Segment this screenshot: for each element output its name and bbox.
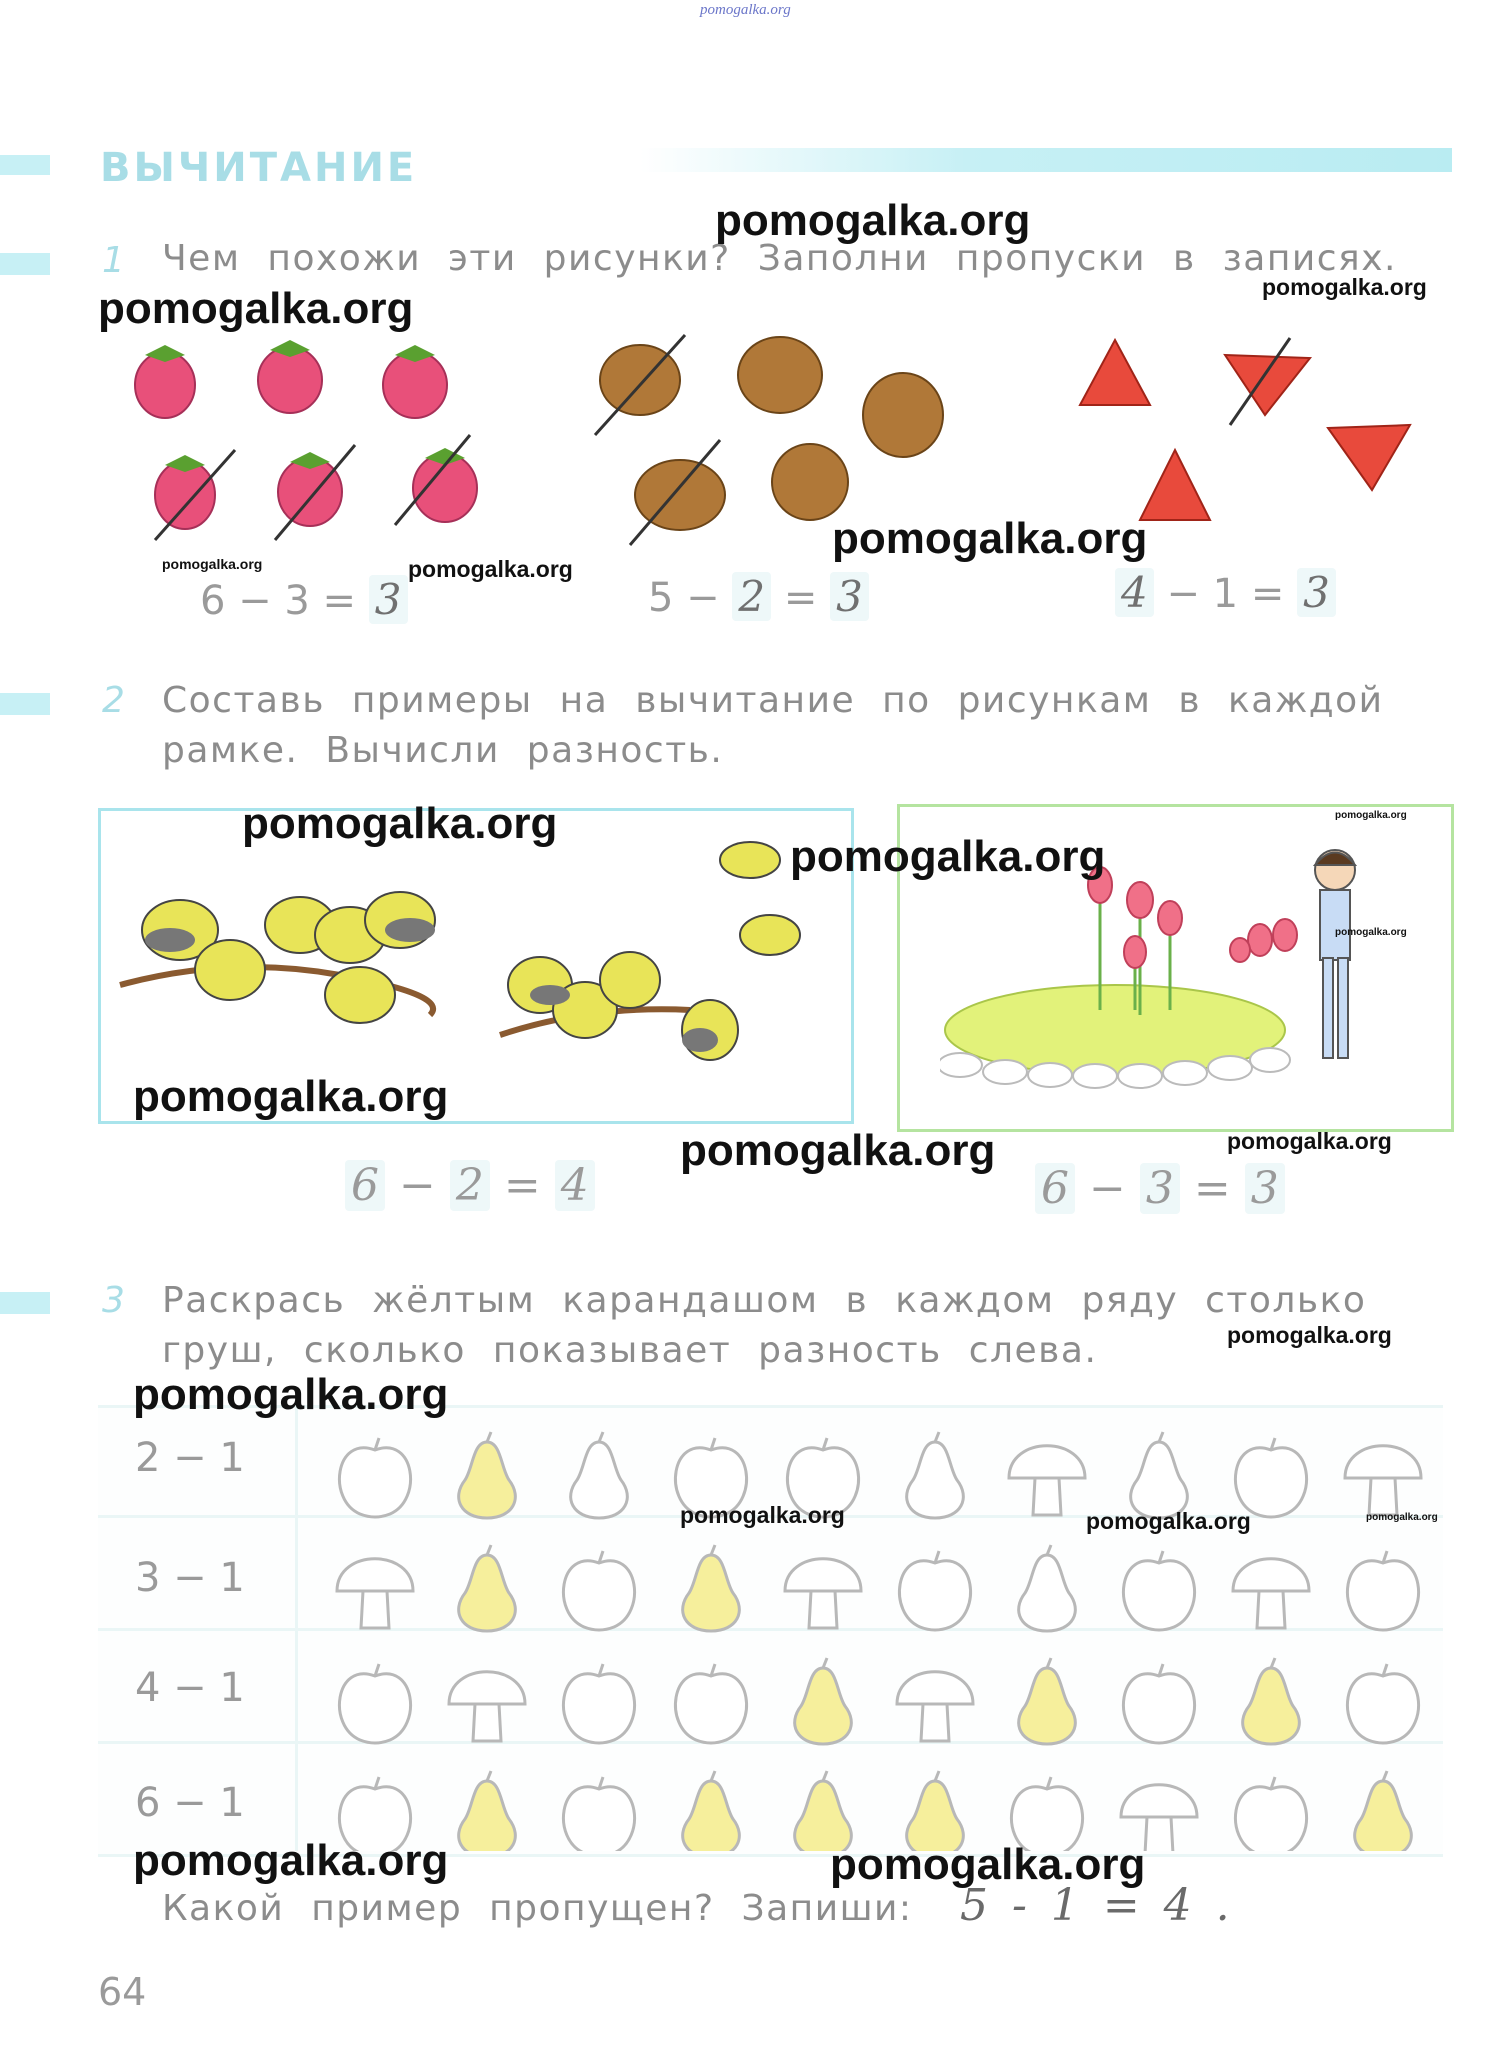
fruit-grid-svg <box>320 1405 1430 1851</box>
left-bar-task3 <box>0 1292 50 1314</box>
watermark: pomogalka.org <box>1335 810 1407 821</box>
pear-icon[interactable] <box>907 1771 964 1851</box>
apple-icon[interactable] <box>1235 1438 1306 1517</box>
apple-icon[interactable] <box>1123 1551 1194 1630</box>
left-bar-task2 <box>0 693 50 715</box>
apple-icon[interactable] <box>1347 1664 1418 1743</box>
left-bar-task1 <box>0 253 50 275</box>
task2-equation-2 <box>1035 1163 1285 1214</box>
task2-equation-1 <box>345 1160 595 1211</box>
row-label-1: 2 − 1 <box>135 1435 245 1481</box>
mushroom-icon[interactable] <box>1233 1559 1309 1628</box>
eq3-box-a[interactable]: 4 <box>1115 568 1154 617</box>
eq-op: − <box>399 1160 436 1211</box>
eq2-mid: = <box>783 575 818 621</box>
task2-text-line2: рамке. Вычисли разность. <box>162 730 724 771</box>
pear-icon[interactable] <box>907 1432 964 1518</box>
row-label-3: 4 − 1 <box>135 1665 245 1711</box>
row-label-4: 6 − 1 <box>135 1780 245 1826</box>
pear-icon[interactable] <box>459 1545 516 1631</box>
pear-icon[interactable] <box>1243 1658 1300 1744</box>
apple-icon[interactable] <box>1347 1551 1418 1630</box>
apple-icon[interactable] <box>339 1438 410 1517</box>
watermark: pomogalka.org <box>408 556 573 582</box>
mushroom-icon[interactable] <box>785 1559 861 1628</box>
watermark: pomogalka.org <box>1366 1512 1438 1523</box>
watermark: pomogalka.org <box>830 1840 1146 1889</box>
pear-icon[interactable] <box>459 1432 516 1518</box>
eq1-answer-box[interactable]: 3 <box>369 575 408 624</box>
pear-icon[interactable] <box>683 1545 740 1631</box>
eq-equals: = <box>503 1160 541 1211</box>
watermark: pomogalka.org <box>242 799 558 848</box>
eq2-left: 5 − <box>648 575 720 621</box>
watermark: pomogalka.org <box>1227 1128 1392 1154</box>
apple-icon[interactable] <box>563 1777 634 1851</box>
triangles-picture <box>1070 330 1420 530</box>
apple-icon[interactable] <box>1123 1664 1194 1743</box>
task2-text-line1: Составь примеры на вычитание по рисункам в каждой <box>162 680 1384 721</box>
apple-icon[interactable] <box>1235 1777 1306 1851</box>
task3-question: Какой пример пропущен? Запиши: <box>162 1888 913 1929</box>
eq-box-a[interactable]: 6 <box>345 1160 385 1211</box>
raspberries-picture <box>115 330 505 545</box>
left-bar-title <box>0 155 50 175</box>
watermark: pomogalka.org <box>133 1072 449 1121</box>
task3-text-line1: Раскрась жёлтым карандашом в каждом ряду столько <box>162 1280 1367 1321</box>
pear-icon[interactable] <box>795 1658 852 1744</box>
watermark: pomogalka.org <box>790 832 1106 881</box>
mushroom-icon[interactable] <box>897 1672 973 1741</box>
apple-icon[interactable] <box>339 1664 410 1743</box>
task3-answer[interactable]: 5 - 1 = 4 . <box>960 1880 1230 1931</box>
watermark: pomogalka.org <box>133 1370 449 1419</box>
task1-number: 1 <box>102 240 125 281</box>
pear-icon[interactable] <box>1019 1545 1076 1631</box>
apple-icon[interactable] <box>563 1551 634 1630</box>
header-band <box>640 148 1452 172</box>
pear-icon[interactable] <box>683 1771 740 1851</box>
pear-icon[interactable] <box>1355 1771 1412 1851</box>
mushroom-icon[interactable] <box>449 1672 525 1741</box>
eq-box-c[interactable]: 3 <box>1245 1163 1285 1214</box>
eq-equals: = <box>1193 1163 1231 1214</box>
apple-icon[interactable] <box>675 1664 746 1743</box>
watermark: pomogalka.org <box>832 514 1148 563</box>
pear-icon[interactable] <box>795 1771 852 1851</box>
top-watermark: pomogalka.org <box>700 2 791 18</box>
row-label-2: 3 − 1 <box>135 1555 245 1601</box>
eq-box-b[interactable]: 3 <box>1140 1163 1180 1214</box>
apple-icon[interactable] <box>899 1551 970 1630</box>
pear-icon[interactable] <box>459 1771 516 1851</box>
task1-equation-2 <box>648 572 869 621</box>
eq-op: − <box>1089 1163 1126 1214</box>
eq-box-b[interactable]: 2 <box>450 1160 490 1211</box>
task1-text: Чем похожи эти рисунки? Заполни пропуски в записях. <box>162 238 1397 279</box>
pear-icon[interactable] <box>571 1432 628 1518</box>
eq2-box-a[interactable]: 2 <box>732 572 771 621</box>
eq-box-c[interactable]: 4 <box>555 1160 595 1211</box>
watermark: pomogalka.org <box>98 284 414 333</box>
watermark: pomogalka.org <box>1086 1508 1251 1534</box>
task1-equation-1 <box>200 575 408 624</box>
eq-box-a[interactable]: 6 <box>1035 1163 1075 1214</box>
pear-icon[interactable] <box>1131 1432 1188 1518</box>
task1-equation-3 <box>1115 568 1336 617</box>
watermark: pomogalka.org <box>715 196 1031 245</box>
girl <box>1315 850 1355 1058</box>
watermark: pomogalka.org <box>680 1126 996 1175</box>
mushroom-icon[interactable] <box>1345 1446 1421 1515</box>
eq1-left: 6 − 3 = <box>200 578 357 624</box>
eq2-box-b[interactable]: 3 <box>830 572 869 621</box>
birds-picture <box>110 835 810 1085</box>
section-title: ВЫЧИТАНИЕ <box>100 145 418 191</box>
page-number: 64 <box>98 1970 147 2014</box>
task2-number: 2 <box>102 680 125 721</box>
eq3-mid: − 1 = <box>1166 571 1285 617</box>
watermark: pomogalka.org <box>1262 274 1427 300</box>
watermark: pomogalka.org <box>680 1502 845 1528</box>
watermark: pomogalka.org <box>162 556 263 572</box>
fruit-grid <box>320 1405 1430 1851</box>
eq3-box-b[interactable]: 3 <box>1297 568 1336 617</box>
watermark: pomogalka.org <box>1335 927 1407 938</box>
mushroom-icon[interactable] <box>337 1559 413 1628</box>
pear-icon[interactable] <box>1019 1658 1076 1744</box>
mushroom-icon[interactable] <box>1009 1446 1085 1515</box>
task3-number: 3 <box>102 1280 125 1321</box>
watermark: pomogalka.org <box>1227 1322 1392 1348</box>
watermark: pomogalka.org <box>133 1836 449 1885</box>
apple-icon[interactable] <box>563 1664 634 1743</box>
task3-text-line2: груш, сколько показывает разность слева. <box>162 1330 1098 1371</box>
